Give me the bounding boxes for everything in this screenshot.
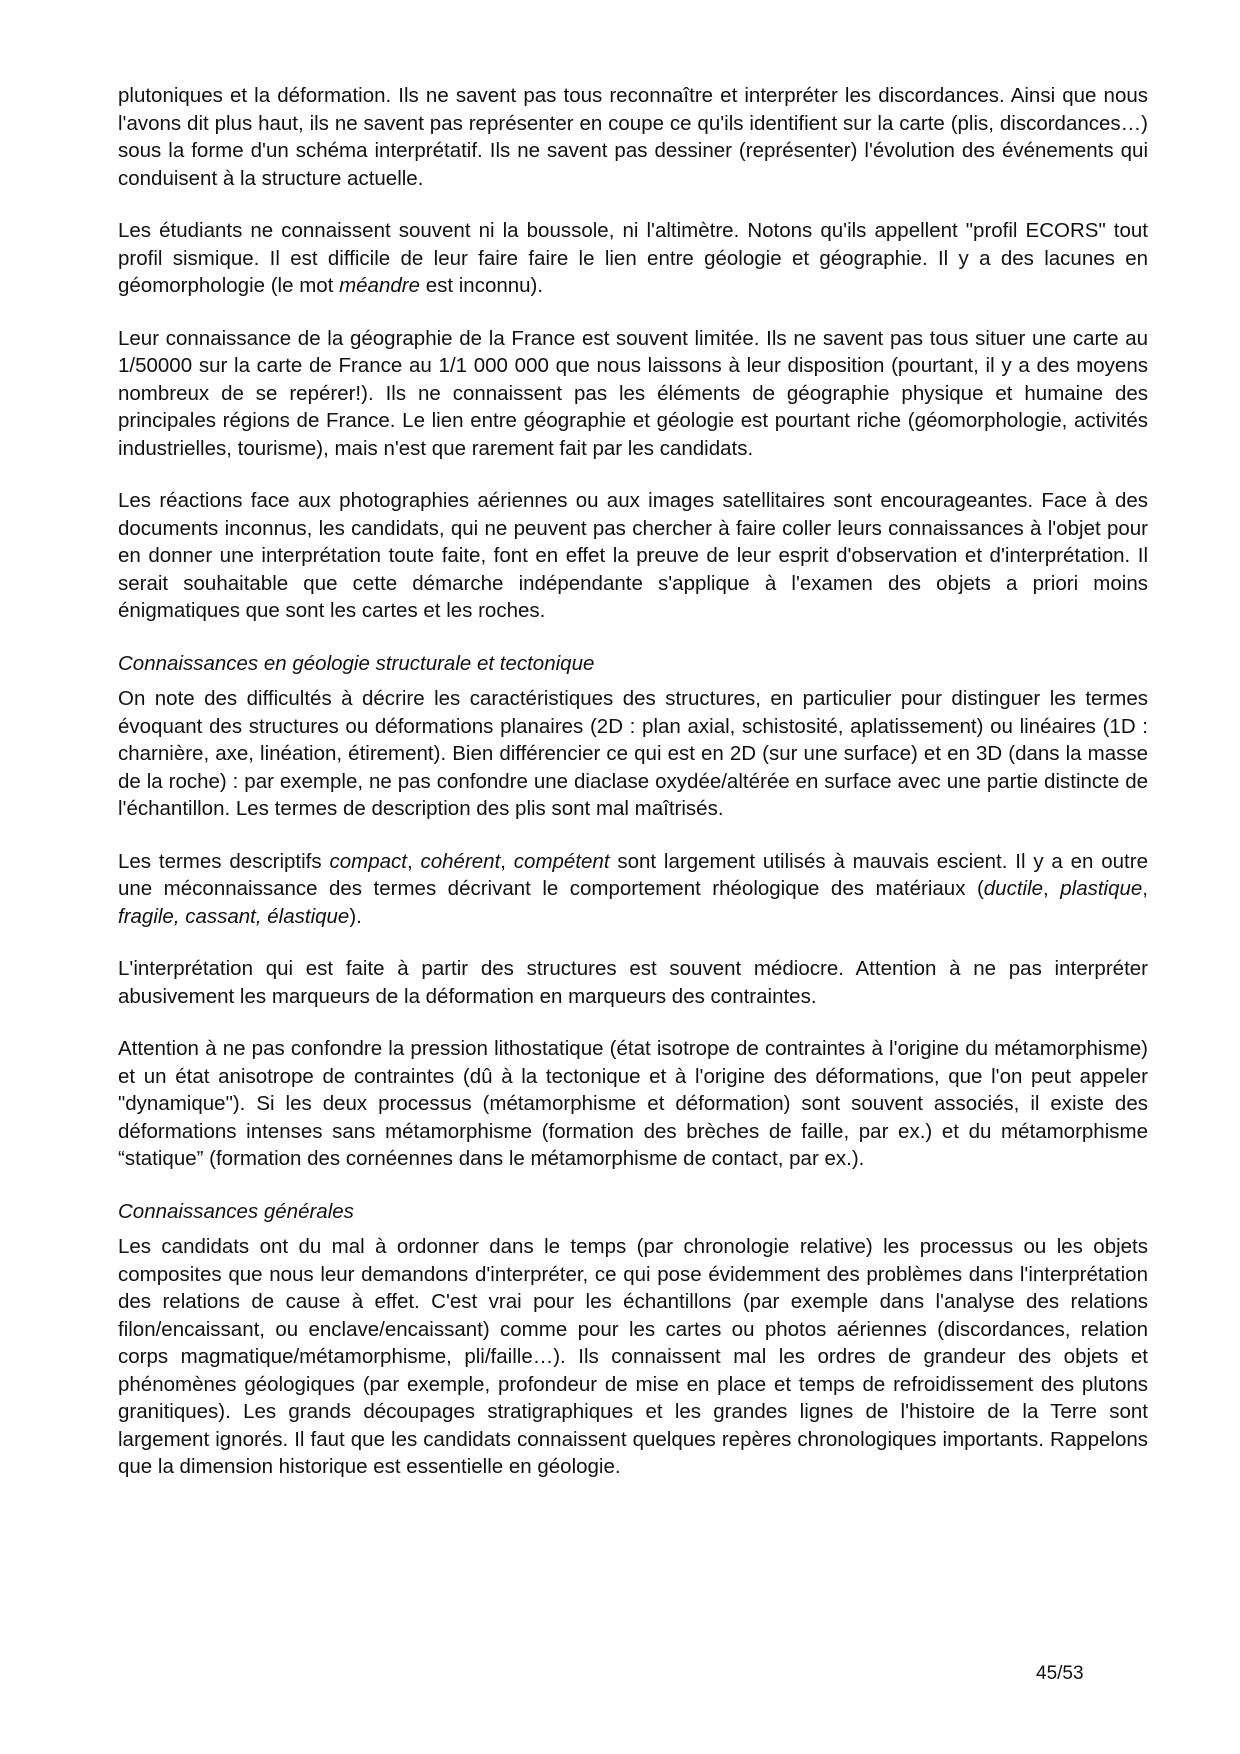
text-segment: Attention à ne pas confondre la pression lithostatique (état isotrope de contraintes à l'origine du métamorphisme) et un état anisotrope de contraintes (dû à la tectonique et à l'origine des déformations, que l'on peut appeler "dynamique"). Si les deux processus (métamorphisme et déformation) sont souvent associés, il existe des déformations intenses sans métamorphisme (formation des brèches de faille, par ex.) et du métamorphisme “statique” (formation des cornéennes dans le métamorphisme de contact, par ex.). bbox=[118, 1037, 1148, 1170]
paragraph-chronologie-relative bbox=[118, 1233, 1148, 1481]
italic-term: compétent bbox=[513, 849, 610, 873]
section-heading-connaissances-generales bbox=[118, 1198, 1148, 1226]
paragraph-interpretation-structures bbox=[118, 955, 1148, 1010]
italic-term: plastique bbox=[1060, 877, 1143, 900]
heading-text: Connaissances générales bbox=[118, 1199, 354, 1223]
paragraph-termes-descriptifs bbox=[118, 848, 1148, 931]
paragraph-pression-lithostatique bbox=[118, 1035, 1148, 1173]
text-segment: sont largement utilisés à mauvais escient. Il y a en outre une méconnaissance des termes décrivant le comportement rhéologique des matériaux ( bbox=[118, 849, 1148, 900]
text-segment: , bbox=[406, 849, 421, 873]
text-segment: , bbox=[1142, 877, 1148, 900]
text-segment: Leur connaissance de la géographie de la France est souvent limitée. Ils ne savent pas tous situer une carte au 1/50000 sur la carte de France au 1/1 000 000 que nous laissons à leur disposition (pourtant, il y a des moyens nombreux de se repérer!). Ils ne connaissent pas les éléments de géographie physique et humaine des principales régions de France. Le lien entre géographie et géologie est pourtant riche (géomorphologie, activités industrielles, tourisme), mais n'est que rarement fait par les candidats. bbox=[118, 326, 1148, 460]
heading-text: Connaissances en géologie structurale et tectonique bbox=[118, 651, 595, 675]
italic-term: compact bbox=[329, 849, 407, 873]
paragraph-photographies-aeriennes bbox=[118, 487, 1148, 625]
paragraph-structures-2d-3d bbox=[118, 685, 1148, 823]
document-body bbox=[118, 82, 1148, 1506]
text-segment: ). bbox=[349, 904, 362, 928]
text-segment: plutoniques et la déformation. Ils ne savent pas tous reconnaître et interpréter les discordances. Ainsi que nous l'avons dit plus haut, ils ne savent pas représenter en coupe ce qu'ils identifient sur la carte (plis, discordances…) sous la forme d'un schéma interprétatif. Ils ne savent pas dessiner (représenter) l'évolution des événements qui conduisent à la structure actuelle. bbox=[118, 84, 1148, 190]
italic-term: cohérent bbox=[420, 849, 501, 873]
text-segment: , bbox=[500, 849, 514, 873]
text-segment: Les réactions face aux photographies aériennes ou aux images satellitaires sont encourageantes. Face à des documents inconnus, les candidats, qui ne peuvent pas chercher à faire coller leurs connaissances à l'objet pour en donner une interprétation toute faite, font en effet la preuve de leur esprit d'observation et d'interprétation. Il serait souhaitable que cette démarche indépendante s'applique à l'examen des objets a priori moins énigmatiques que sont les cartes et les roches. bbox=[118, 489, 1148, 622]
paragraph-deformation-discordances bbox=[118, 82, 1148, 192]
italic-term: ductile bbox=[983, 877, 1044, 900]
text-segment: L'interprétation qui est faite à partir des structures est souvent médiocre. Attention à ne pas interpréter abusivement les marqueurs de la déformation en marqueurs des contraintes. bbox=[118, 957, 1148, 1008]
section-heading-structurale-tectonique bbox=[118, 650, 1148, 678]
text-segment: est inconnu). bbox=[420, 274, 544, 297]
italic-term: méandre bbox=[339, 274, 420, 297]
paragraph-boussole-altimetre bbox=[118, 217, 1148, 300]
paragraph-geographie-france bbox=[118, 325, 1148, 463]
text-segment: Les termes descriptifs bbox=[118, 849, 330, 873]
text-segment: Les candidats ont du mal à ordonner dans le temps (par chronologie relative) les processus ou les objets composites que nous leur demandons d'interpréter, ce qui pose évidemment des problèmes dans l'interprétation des relations de cause à effet. C'est vrai pour les échantillons (par exemple dans l'analyse des relations filon/encaissant, ou enclave/encaissant) comme pour les cartes ou photos aériennes (discordances, relation corps magmatique/métamorphisme, pli/faille…). Ils connaissent mal les ordres de grandeur des objets et phénomènes géologiques (par exemple, profondeur de mise en place et temps de refroidissement des plutons granitiques). Les grands découpages stratigraphiques et les grandes lignes de l'histoire de la Terre sont largement ignorés. Il faut que les candidats connaissent quelques repères chronologiques importants. Rappelons que la dimension historique est essentielle en géologie. bbox=[118, 1235, 1148, 1478]
italic-term: fragile, cassant, élastique bbox=[118, 904, 350, 928]
text-segment: , bbox=[1043, 877, 1061, 900]
text-segment: On note des difficultés à décrire les caractéristiques des structures, en particulier pour distinguer les termes évoquant des structures ou déformations planaires (2D : plan axial, schistosité, aplatissement) ou linéaires (1D : charnière, axe, linéation, étirement). Bien différencier ce qui est en 2D (sur une surface) et en 3D (dans la masse de la roche) : par exemple, ne pas confondre une diaclase oxydée/altérée en surface avec une partie distincte de l'échantillon. Les termes de description des plis sont mal maîtrisés. bbox=[118, 687, 1148, 820]
text-segment: Les étudiants ne connaissent souvent ni la boussole, ni l'altimètre. Notons qu'ils appellent "profil ECORS" tout profil sismique. Il est difficile de leur faire faire le lien entre géologie et géographie. Il y a des lacunes en géomorphologie (le mot bbox=[118, 219, 1148, 297]
page-number: 45/53 bbox=[1036, 1663, 1084, 1684]
